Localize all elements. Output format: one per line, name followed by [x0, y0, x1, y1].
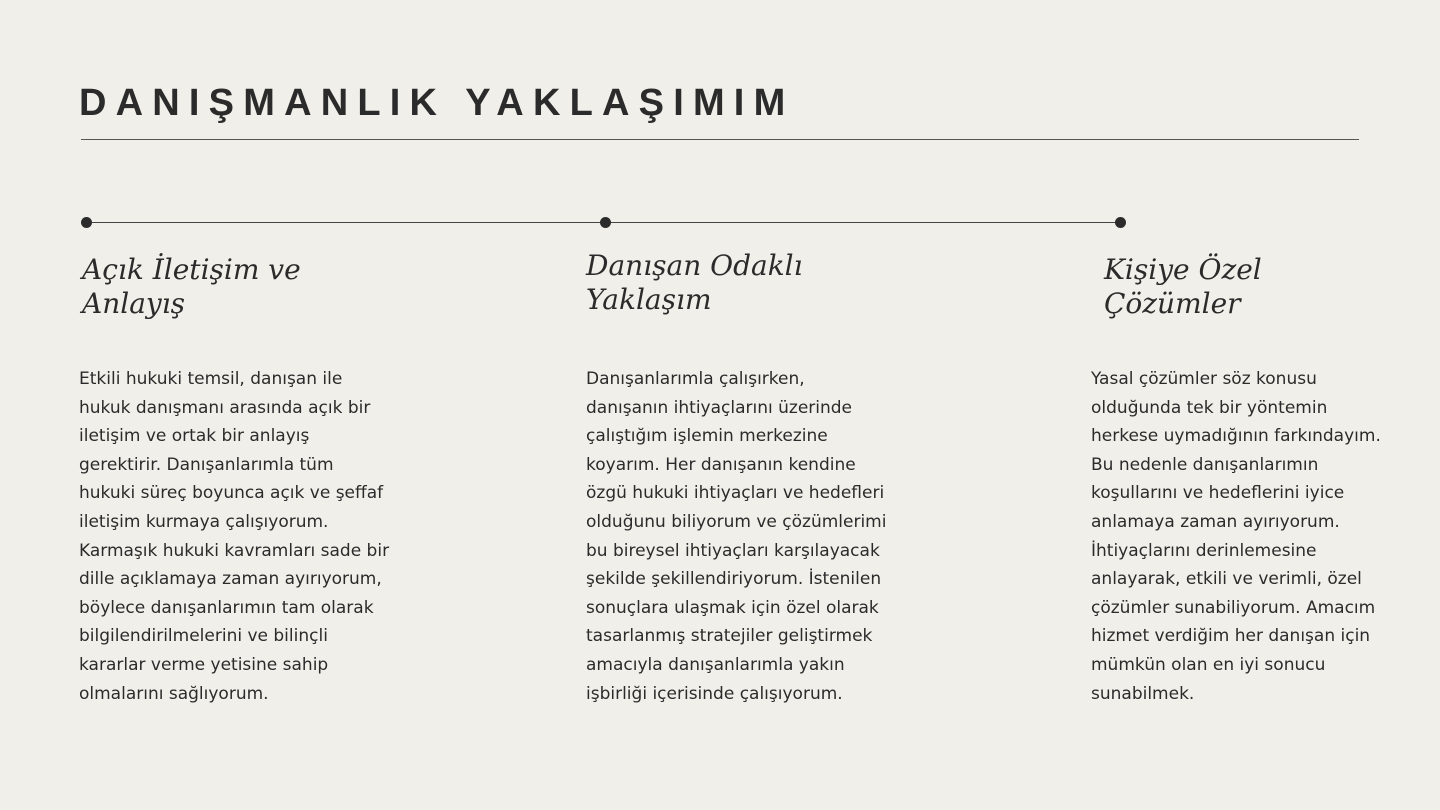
column-heading-client-focused: Danışan Odaklı Yaklaşım [586, 249, 803, 316]
column-body-open-communication: Etkili hukuki temsil, danışan ile hukuk danışmanı arasında açık bir iletişim ve ortak bir anlayış gerektirir. Danışanlarımla tüm hukuki süreç boyunca açık ve şeffaf iletişim kurmaya çalışıyorum. Karmaşık hukuki kavramları sade bir dille açıklamaya zaman ayırıyorum, böylece danışanlarımın tam olarak bilgilendirilmelerini ve bilinçli kararlar verme yetisine sahip olmalarını sağlıyorum. [79, 369, 390, 704]
column-body-client-focused: Danışanlarımla çalışırken, danışanın ihtiyaçlarını üzerinde çalıştığım işlemin merkezine koyarım. Her danışanın kendine özgü hukuki ihtiyaçları ve hedefleri olduğunu biliyorum ve çözümlerimi bu bireysel ihtiyaçları karşılayacak şekilde şekillendiriyorum. İstenilen sonuçlara ulaşmak için özel olarak tasarlanmış stratejiler geliştirmek amacıyla danışanlarımla yakın işbirliği içerisinde çalışıyorum. [586, 369, 887, 704]
title-divider [81, 139, 1359, 140]
column-heading-tailored-solutions: Kişiye Özel Çözümler [1104, 253, 1262, 320]
column-body-tailored-solutions: Yasal çözümler söz konusu olduğunda tek bir yöntemin herkese uymadığının farkındayım. Bu nedenle danışanlarımın koşullarını ve hedeflerini iyice anlamaya zaman ayırıyorum. İhtiyaçlarını derinlemesine anlayarak, etkili ve verimli, özel çözümler sunabiliyorum. Amacım hizmet verdiğim her danışan için mümkün olan en iyi sonucu sunabilmek. [1091, 369, 1381, 704]
timeline-dot-1 [81, 217, 92, 228]
page-title: DANIŞMANLIK YAKLAŞIMIM [79, 82, 795, 124]
timeline-dot-3 [1115, 217, 1126, 228]
column-heading-open-communication: Açık İletişim ve Anlayış [82, 253, 301, 320]
timeline-dot-2 [600, 217, 611, 228]
